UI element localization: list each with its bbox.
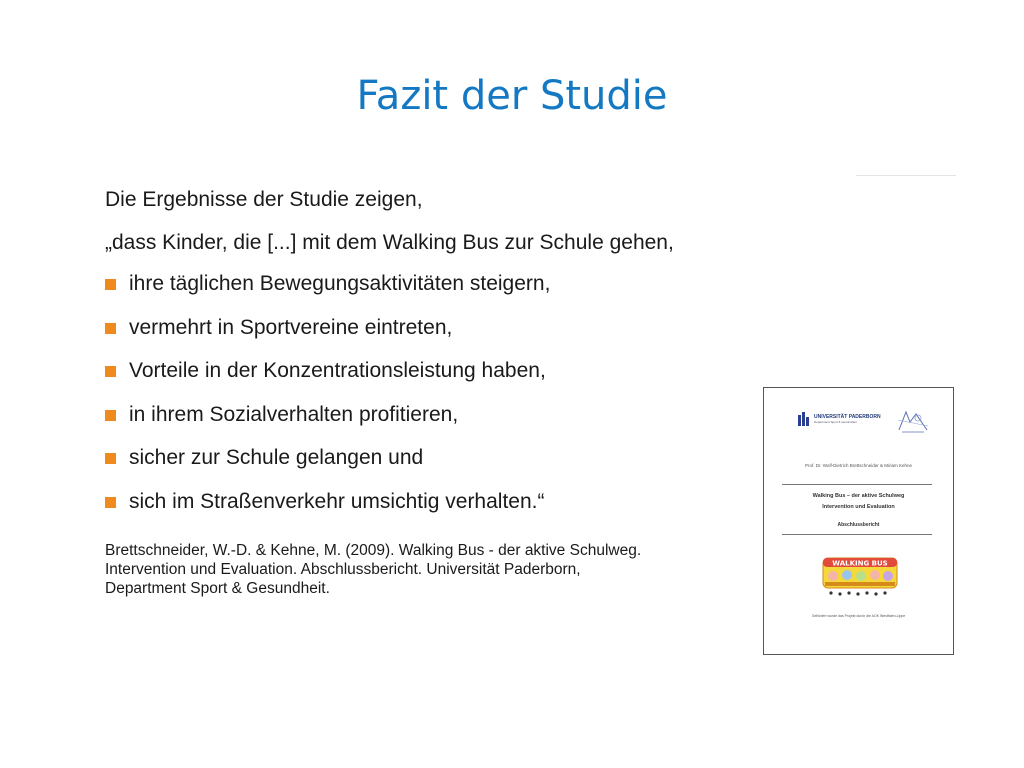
square-bullet-icon [105, 366, 116, 377]
report-title [764, 491, 953, 513]
citation [105, 541, 641, 598]
report-funding-note: Gefördert wurde das Projekt durch die AOK Westfalen-Lippe [811, 614, 906, 618]
intro-line-2: „dass Kinder, die [...] mit dem Walking Bus zur Schule gehen, [105, 231, 674, 254]
decorative-divider [856, 175, 956, 176]
list-item [105, 444, 550, 488]
report-title-line-2: Intervention und Evaluation [822, 504, 895, 510]
bus-label: WALKING BUS [832, 559, 888, 568]
list-item [105, 401, 550, 445]
list-item-text: sich im Straßenverkehr umsichtig verhalten.“ [129, 489, 545, 513]
report-authors: Prof. Dr. Wolf-Dietrich Brettschneider & Miriam Kehne [805, 463, 912, 468]
square-bullet-icon [105, 497, 116, 508]
list-item [105, 488, 550, 532]
list-item-text: sicher zur Schule gelangen und [129, 446, 424, 470]
list-item-text: ihre täglichen Bewegungsaktivitäten steigern, [129, 272, 551, 295]
university-logo [798, 412, 881, 426]
report-title-line-1: Walking Bus – der aktive Schulweg [812, 493, 905, 499]
citation-line-1: Brettschneider, W.-D. & Kehne, M. (2009). Walking Bus - der aktive Schulweg. [105, 542, 642, 559]
citation-line-2: Intervention und Evaluation. Abschlussbericht. Universität Paderborn, [105, 561, 581, 578]
list-item [105, 357, 550, 401]
report-rule-top [782, 484, 932, 485]
walking-bus-illustration [821, 550, 899, 598]
report-cover-image [763, 387, 954, 655]
square-bullet-icon [105, 279, 116, 290]
list-item [105, 314, 550, 358]
square-bullet-icon [105, 453, 116, 464]
report-kind: Abschlussbericht [837, 522, 880, 528]
university-name: UNIVERSITÄT PADERBORN [814, 414, 881, 420]
list-item [105, 270, 550, 314]
university-department: Department Sport & Gesundheit [814, 420, 857, 424]
list-item-text: vermehrt in Sportvereine eintreten, [129, 315, 453, 339]
list-item-text: Vorteile in der Konzentrationsleistung haben, [129, 359, 546, 383]
citation-line-3: Department Sport & Gesundheit. [105, 580, 330, 597]
square-bullet-icon [105, 323, 116, 334]
list-item-text: in ihrem Sozialverhalten profitieren, [129, 402, 459, 426]
intro-line-1: Die Ergebnisse der Studie zeigen, [105, 188, 423, 211]
report-rule-bottom [782, 534, 932, 535]
findings-list [105, 270, 550, 532]
university-logo-icon [798, 412, 810, 426]
slide-title: Fazit der Studie [356, 73, 668, 119]
square-bullet-icon [105, 410, 116, 421]
sport-logo-icon [896, 408, 930, 436]
